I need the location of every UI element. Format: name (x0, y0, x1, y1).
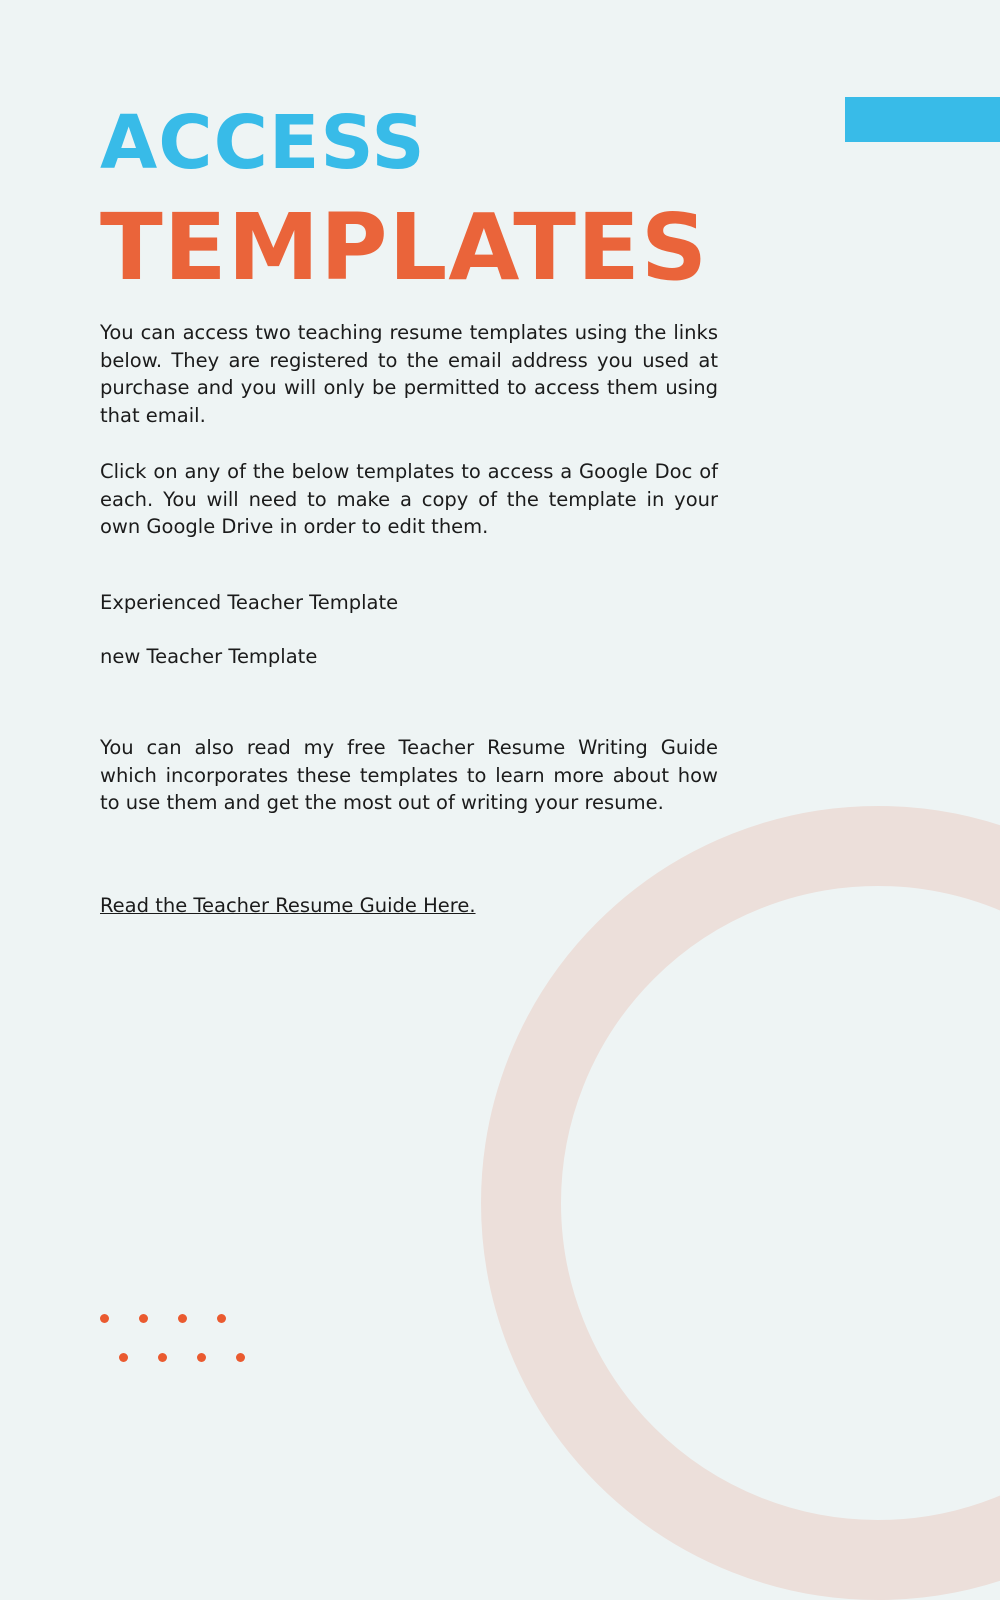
decorative-ring (481, 806, 1000, 1600)
dot (217, 1314, 226, 1323)
title-access: ACCESS (100, 100, 426, 186)
instructions-paragraph: Click on any of the below templates to access a Google Doc of each. You will need to make a copy of the template in your own Google Drive in order to edit them. (100, 460, 718, 539)
resume-guide-link[interactable]: Read the Teacher Resume Guide Here. (100, 894, 476, 917)
dot (139, 1314, 148, 1323)
experienced-teacher-template-link[interactable]: Experienced Teacher Template (100, 591, 399, 614)
dot (197, 1353, 206, 1362)
new-teacher-template-link[interactable]: new Teacher Template (100, 645, 318, 668)
accent-bar (845, 97, 1000, 142)
title-templates: TEMPLATES (100, 194, 709, 301)
dot (100, 1314, 109, 1323)
dot (178, 1314, 187, 1323)
dot (119, 1353, 128, 1362)
dot (236, 1353, 245, 1362)
intro-paragraph: You can access two teaching resume templates using the links below. They are registered to the email address you used at purchase and you will only be permitted to access them using that email. (100, 321, 718, 427)
guide-paragraph: You can also read my free Teacher Resume Writing Guide which incorporates these templates to learn more about how to use them and get the most out of writing your resume. (100, 736, 718, 815)
dot (158, 1353, 167, 1362)
